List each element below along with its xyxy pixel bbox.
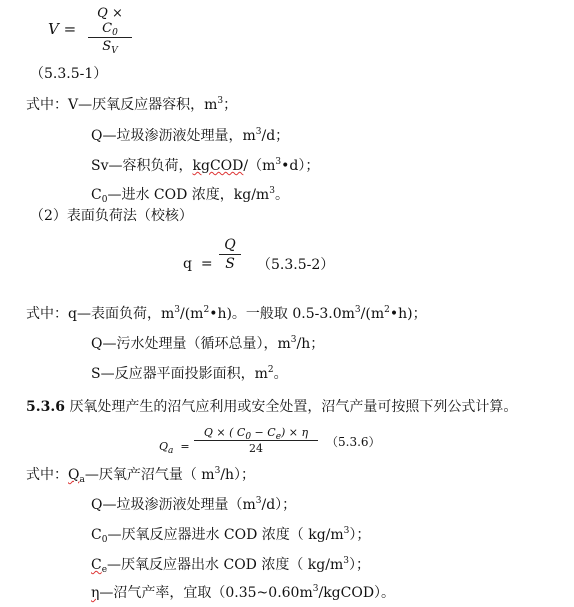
def1-intro: 式中：V—厌氧反应器容积，$m^3$； [26,96,238,113]
formula1-fraction: $Q \times C_0$ $S_V$ [88,6,132,54]
method2-heading: （2）表面负荷法（校核） [30,208,193,224]
def2-item-s: S—反应器平面投影面积，$m^2$。 [91,365,288,382]
formula2-number: （5.3.5-2） [257,257,335,273]
formula3-lhs: $Q_a$ = [159,440,190,456]
def3-item-c0: $C_0—$厌氧反应器进水 COD 浓度（ $kg/m^3$）； [91,526,371,545]
def2-item-q: Q—污水处理量（循环总量），$m^3/h$； [91,335,325,352]
def3-item-eta: η—沼气产率，宜取$(0.35\sim 0.60m^3/kgCOD)$。 [91,584,396,601]
formula2-fraction: Q S [219,237,241,272]
formula3-fraction: Q × ( $C_0 - C_e) \times \eta$ 24 [194,426,318,455]
section-536: 5.3.6 厌氧处理产生的沼气应利用或安全处置，沼气产量可按照下列公式计算。 [26,399,518,415]
def1-item-q: Q—垃圾渗沥液处理量，$m^3/d$； [91,127,290,144]
def1-item-sv: Sv—容积负荷，kgCOD/$(m^3•d)$； [91,157,320,174]
def1-item-c0: $C_0—$进水 COD 浓度，$kg/m^3$。 [91,186,289,205]
formula2-lhs: q = [183,256,213,272]
def3-item-q: Q—垃圾渗沥液处理量$(m^3/d)$； [91,496,297,513]
formula1-lhs: V = [48,20,77,38]
def3-item-ce: $C_e—$厌氧反应器出水 COD 浓度（ $kg/m^3$）； [91,556,370,575]
formula3-number: （5.3.6） [326,435,381,449]
formula1-number: （5.3.5-1） [30,66,108,82]
def2-intro: 式中：q—表面负荷，$m^3/(m^2•h)$。一般取 $0.5-3.0m^3/(m^2•h)$； [26,305,427,322]
def3-intro: 式中：$Q_a—$厌氧产沼气量（ $m^3/h$）； [26,466,256,485]
